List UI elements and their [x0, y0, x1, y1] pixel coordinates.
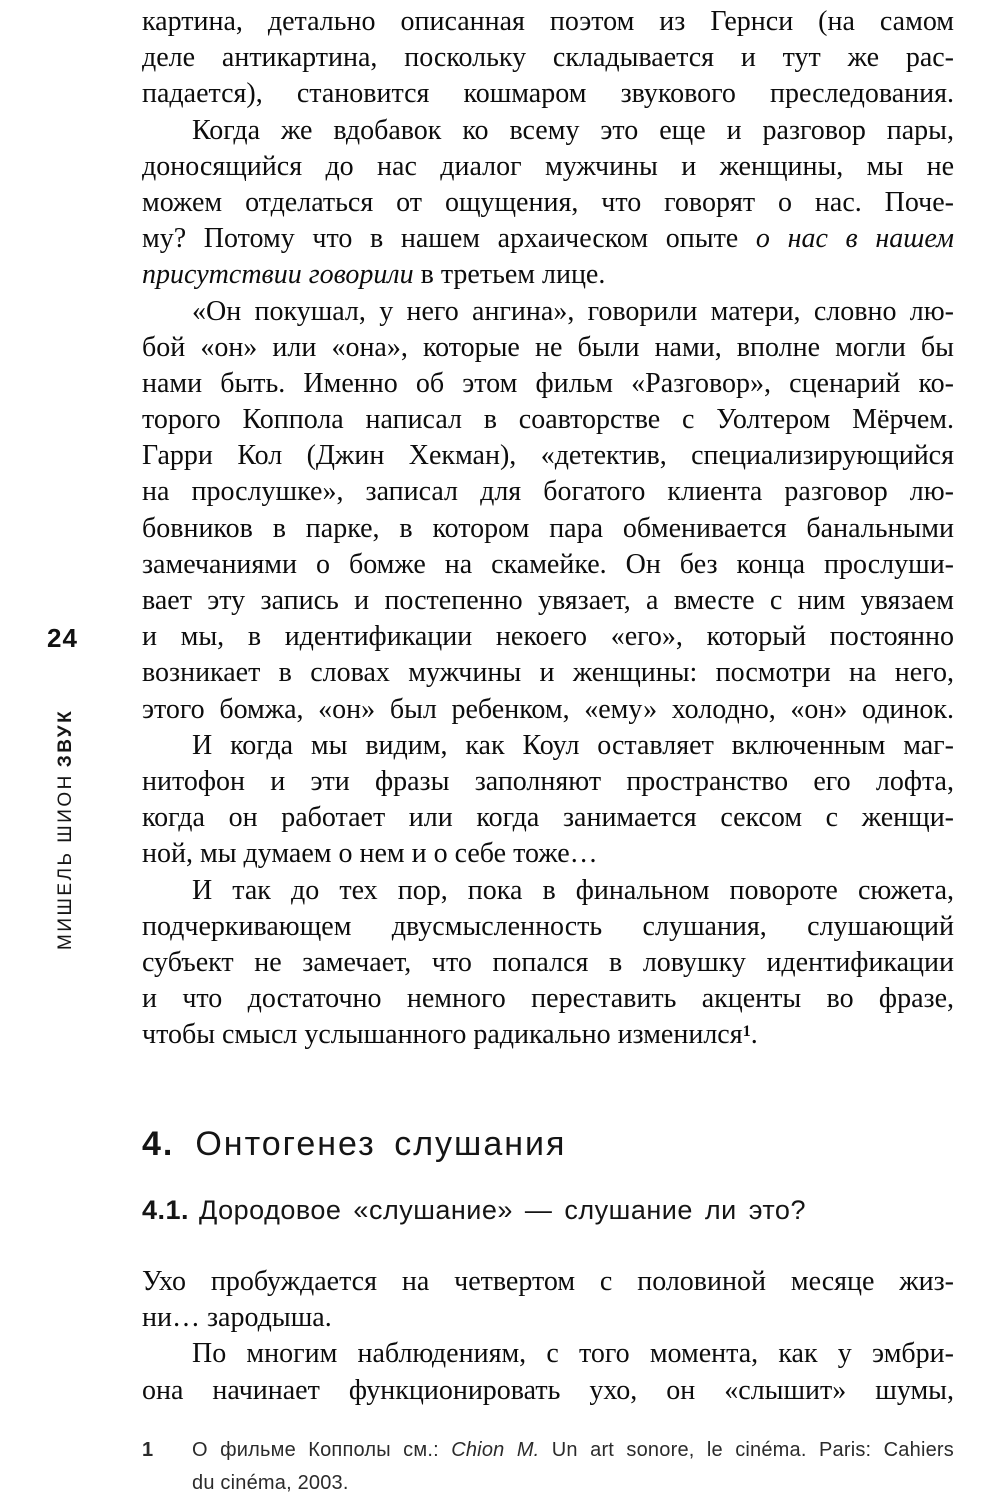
text-line: Гарри Кол (Джин Хекман), «детектив, специализирующийся: [142, 440, 954, 472]
main-text-block: [142, 4, 954, 1053]
text-line: вает эту запись и постепенно увязает, а вместе с ним увязаем: [142, 585, 954, 616]
text-line: О фильме Копполы см.: Chion M. Un art sonore, le cinéma. Paris: Cahiers: [192, 1439, 954, 1461]
text-line: И так до тех пор, пока в финальном повороте сюжета,: [192, 874, 954, 906]
spine-text: [55, 709, 77, 950]
text-line: и мы, в идентификации некоего «его», который постоянно: [142, 621, 954, 653]
text-line: Ухо пробуждается на четвертом с половиной месяце жиз-: [142, 1266, 954, 1297]
text-line: бовников в парке, в котором пара обменивается банальными: [142, 512, 954, 544]
paragraph: [142, 113, 954, 294]
text-line: подчеркивающем двусмысленность слушания, слушающий: [142, 910, 954, 942]
text-line: субъект не замечает, что попался в ловушку идентификации: [142, 946, 954, 978]
page-number: 24: [47, 623, 78, 653]
spine-author: МИШЕЛЬ ШИОН: [55, 773, 76, 950]
text-line: картина, детально описанная поэтом из Гернси (на самом: [142, 6, 954, 37]
section-heading-text: Онтогенез слушания: [195, 1125, 567, 1163]
paragraph: [142, 728, 954, 873]
text-line: ни… зародыша.: [142, 1302, 332, 1334]
section-heading-number: 4.: [142, 1125, 175, 1163]
text-line: можем отделаться от ощущения, что говорят о нас. Поче-: [142, 186, 954, 218]
paragraph: [142, 1336, 954, 1408]
subsection-heading-text: Дородовое «слушание» — слушание ли это?: [199, 1195, 806, 1225]
paragraph: [142, 294, 954, 728]
text-line: и что достаточно немного переставить акценты во фразе,: [142, 983, 954, 1015]
spine-title: ЗВУК: [55, 708, 76, 768]
text-line: этого бомжа, «он» был ребенком, «ему» холодно, «он» одинок.: [142, 693, 954, 725]
text-line: нами быть. Именно об этом фильм «Разговор», сценарий ко-: [142, 367, 954, 399]
footnote-number: 1: [142, 1439, 154, 1461]
text-line: она начинает функционировать ухо, он «слышит» шумы,: [142, 1374, 954, 1406]
text-line: падается), становится кошмаром звукового преследования.: [142, 78, 954, 110]
text-line: когда он работает или когда занимается сексом с женщи-: [142, 802, 954, 834]
text-line: ной, мы думаем о нем и о себе тоже…: [142, 838, 598, 870]
paragraph: [192, 1434, 954, 1493]
subsection-heading-number: 4.1.: [142, 1195, 190, 1225]
footnote: [142, 1434, 954, 1493]
text-line: на прослушке», записал для богатого клиента разговор лю-: [142, 476, 954, 508]
section-heading: [142, 1124, 566, 1164]
text-line: du cinéma, 2003.: [192, 1472, 349, 1493]
text-line: Когда же вдобавок ко всему это еще и разговор пары,: [192, 114, 954, 146]
text-line: нитофон и эти фразы заполняют пространство его лофта,: [142, 765, 954, 797]
paragraph: [142, 1264, 954, 1336]
text-line: чтобы смысл услышанного радикально изменился$^1$.: [142, 1019, 758, 1051]
text-line: присутствии говорили в третьем лице.: [142, 259, 606, 291]
text-line: торого Коппола написал в соавторстве с Уолтером Мёрчем.: [142, 404, 954, 436]
text-line: «Он покушал, у него ангина», говорили матери, словно лю-: [192, 295, 954, 327]
text-line: му? Потому что в нашем архаическом опыте о нас в нашем: [142, 223, 954, 255]
text-line: По многим наблюдениям, с того момента, как у эмбри-: [192, 1338, 954, 1370]
footnote-text: [192, 1434, 954, 1493]
paragraph: [142, 4, 954, 113]
text-line: возникает в словах мужчины и женщины: посмотри на него,: [142, 657, 954, 689]
text-line: деле антикартина, поскольку складывается и тут же рас-: [142, 42, 954, 74]
text-line: И когда мы видим, как Коул оставляет включенным маг-: [192, 729, 954, 761]
section-text-block: [142, 1264, 954, 1409]
text-line: бой «он» или «она», которые не были нами, вполне могли бы: [142, 331, 954, 363]
paragraph: [142, 873, 954, 1054]
text-line: замечаниями о бомже на скамейке. Он без конца прослуши-: [142, 548, 954, 580]
subsection-heading: [142, 1192, 806, 1228]
text-line: доносящийся до нас диалог мужчины и женщины, мы не: [142, 150, 954, 182]
